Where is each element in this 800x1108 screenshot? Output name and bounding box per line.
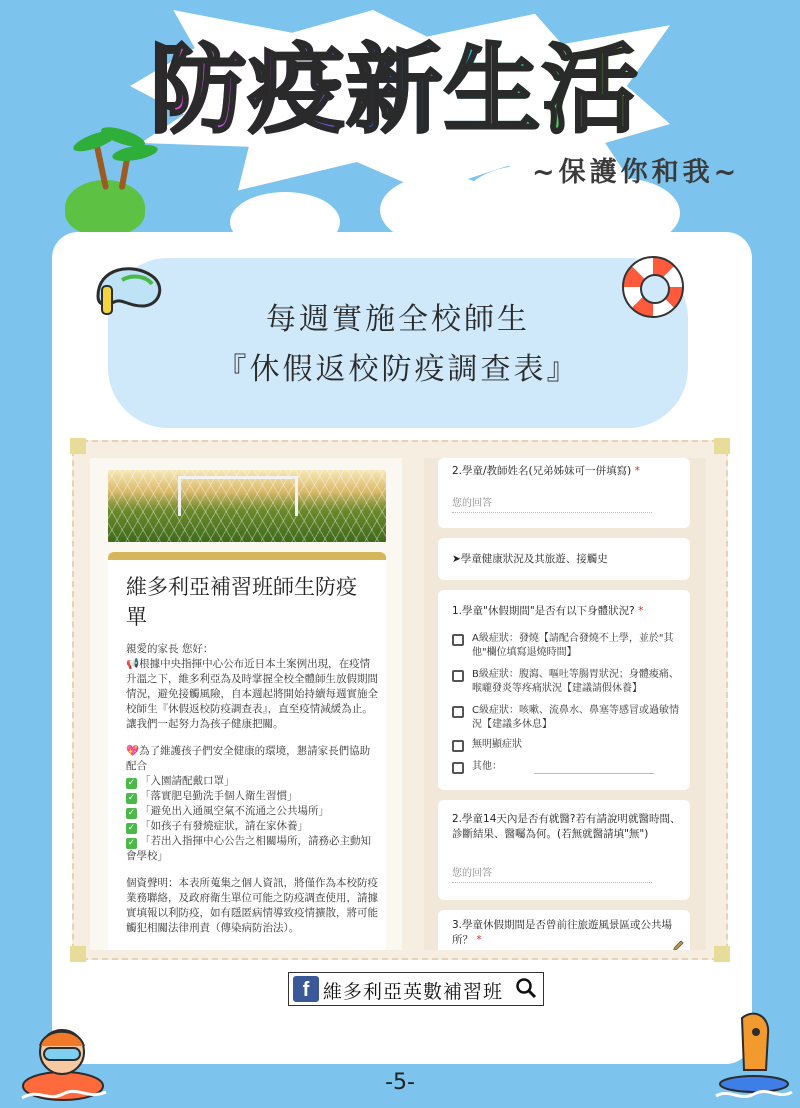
intro-paragraph: 📢根據中央指揮中心公布近日本土案例出現，在疫情升溫之下，維多利亞為及時掌握全校全體師生放假期間情況，避免接觸風險，自本週起將開始持續每週實施全校師生『休假返校防疫調查表』，直至疫情減緩為止。讓我們一起努力為孩子健康把關。: [126, 658, 378, 730]
greeting: 親愛的家長 您好：: [126, 643, 214, 655]
rule-item: ✓ 「若出入指揮中心公告之相關場所，請務必主動知會學校」: [126, 835, 371, 862]
banner: [108, 258, 688, 428]
page-title: 防疫新生活: [150, 30, 670, 150]
heart-icon: 💖: [126, 745, 140, 757]
checkbox[interactable]: [452, 634, 464, 646]
form-description: [126, 642, 378, 936]
facebook-page-name: 維多利亞英數補習班: [323, 981, 504, 1003]
section-title: ➤學童健康狀況及其旅遊、接觸史: [452, 553, 608, 565]
page-subtitle: ~保護你和我~: [532, 157, 741, 188]
frame-corner: [714, 946, 730, 962]
frame-corner: [70, 438, 86, 454]
facebook-search-badge[interactable]: [288, 972, 544, 1006]
medical-input[interactable]: 您的回答: [452, 864, 652, 883]
question-label: 3.學童休假期間是否曾前往旅遊風景區或公共場所？ *: [452, 919, 673, 946]
rule-item: ✓ 「如孩子有發燒症狀，請在家休養」: [127, 820, 308, 833]
form-intro-panel: [90, 458, 402, 950]
form-title: 維多利亞補習班師生防疫單: [126, 575, 357, 629]
rule-item: ✓ 「避免出入通風空氣不流通之公共場所」: [127, 805, 329, 818]
option-none[interactable]: 無明顯症狀: [452, 738, 682, 752]
goal-post: [178, 476, 298, 516]
option-other[interactable]: 其他：: [452, 760, 682, 774]
frame-corner: [70, 946, 86, 962]
checkbox[interactable]: [452, 670, 464, 682]
option-c[interactable]: C級症狀：咳嗽、流鼻水、鼻塞等感冒或過敏情況【建議多休息】: [452, 704, 682, 732]
question-card-name: [438, 458, 690, 528]
question-card-travel: [438, 910, 690, 950]
question-card-medical: [438, 800, 690, 900]
facebook-icon: f: [293, 976, 319, 1002]
request-paragraph: 💖為了維護孩子們安全健康的環境，懇請家長們協助配合: [126, 745, 371, 772]
frame-corner: [714, 438, 730, 454]
snorkel-goggles-icon: [92, 258, 168, 316]
megaphone-icon: 📢: [126, 658, 140, 670]
section-header-card: [438, 538, 690, 580]
form-header-card: [108, 552, 386, 950]
question-card-symptoms: [438, 590, 690, 790]
page-number: -5-: [385, 1070, 415, 1095]
checkbox[interactable]: [452, 706, 464, 718]
pencil-icon: [672, 940, 684, 950]
option-a[interactable]: A級症狀：發燒【請配合發燒不上學，並於"其他"欄位填寫退燒時間】: [452, 632, 682, 660]
other-input[interactable]: [534, 773, 654, 774]
rule-item: ✓ 「入園請配戴口罩」: [127, 775, 235, 788]
check-icon: ✓: [127, 793, 136, 803]
privacy-statement: 個資聲明：本表所蒐集之個人資訊，將僅作為本校防疫業務聯絡，及政府衛生單位可能之防疫調查使用，請據實填報以利防疫，如有隱匿病情導致疫情擴散，將可能觸犯相關法律刑責（傳染病防治法）。: [126, 877, 378, 934]
soccer-field-photo: [108, 470, 386, 542]
check-icon: ✓: [127, 778, 136, 788]
question-label: 2.學童/教師姓名(兄弟姊妹可一併填寫) *: [452, 465, 640, 477]
name-input[interactable]: 您的回答: [452, 494, 652, 513]
question-label: 1.學童"休假期間"是否有以下身體狀況? *: [452, 605, 644, 617]
checkbox[interactable]: [452, 740, 464, 752]
question-label: 2.學童14天內是否有就醫?若有請說明就醫時間、診斷結果、醫囑為何。(若無就醫請填"無"): [452, 813, 681, 840]
checkbox[interactable]: [452, 762, 464, 774]
form-questions-panel: [424, 458, 706, 950]
palm-leaf: [111, 142, 159, 164]
banner-line-1: 每週實施全校師生: [266, 302, 530, 337]
check-icon: ✓: [127, 838, 136, 848]
magnifier-icon: [515, 977, 537, 999]
check-icon: ✓: [127, 823, 136, 833]
life-ring-icon: [622, 256, 684, 318]
option-b[interactable]: B級症狀：腹瀉、嘔吐等腸胃狀況；身體痠痛、喉嚨發炎等疼痛狀況【建議請假休養】: [452, 668, 682, 696]
check-icon: ✓: [127, 808, 136, 818]
banner-line-2: 『休假返校防疫調查表』: [216, 352, 580, 387]
rule-item: ✓ 「落實肥皂勤洗手個人衛生習慣」: [127, 790, 298, 803]
